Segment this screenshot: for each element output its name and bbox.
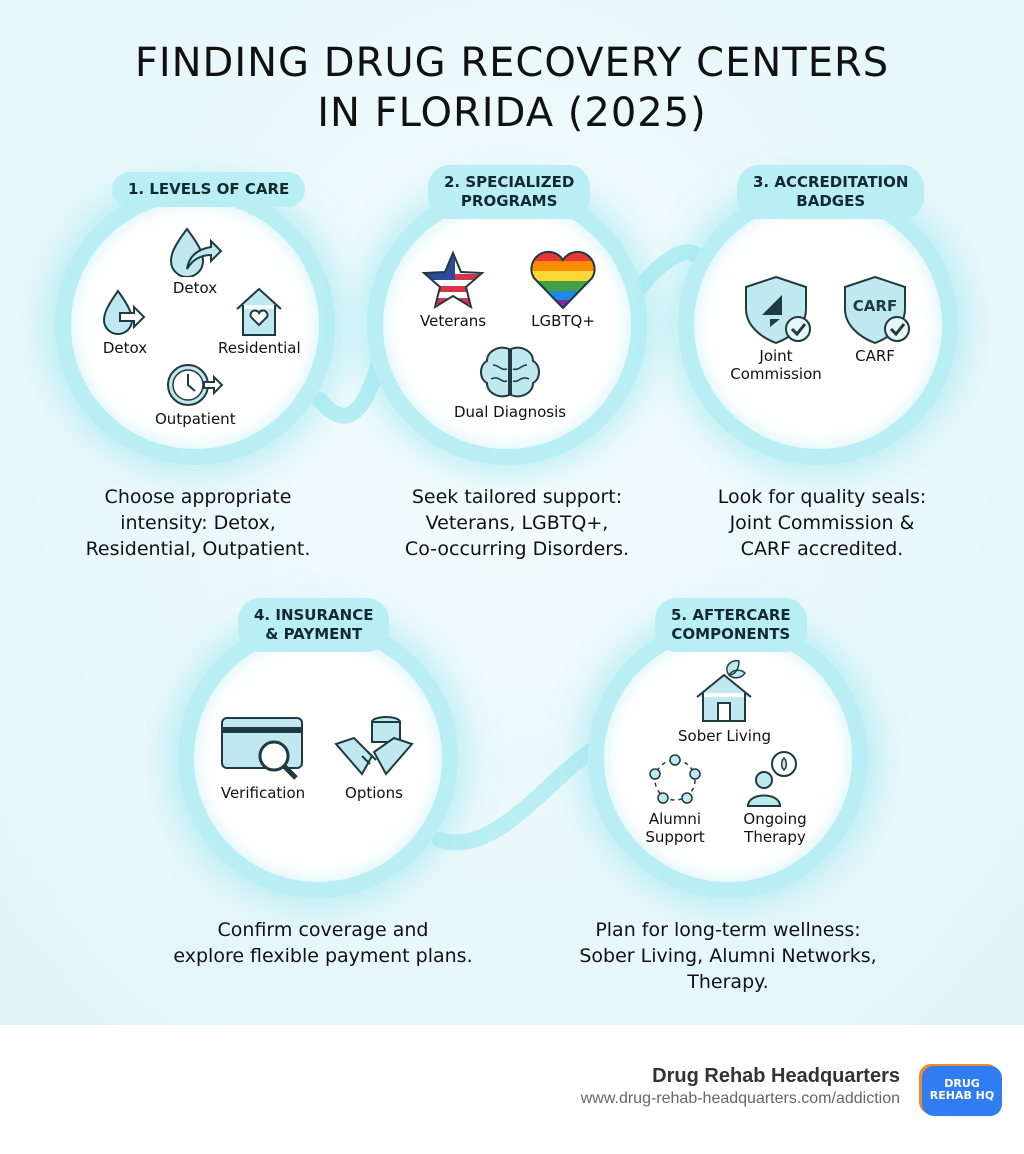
step-2-label: 2. SPECIALIZED PROGRAMS <box>428 165 590 219</box>
item-label: Ongoing Therapy <box>743 810 807 846</box>
step-2-caption: Seek tailored support: Veterans, LGBTQ+, Co-occurring Disorders. <box>404 486 630 560</box>
item-label: Dual Diagnosis <box>454 403 567 421</box>
page-title: FINDING DRUG RECOVERY CENTERS IN FLORIDA (2025) <box>134 40 890 136</box>
brand-url: www.drug-rehab-headquarters.com/addiction <box>580 1090 900 1107</box>
options-item <box>332 712 416 802</box>
item-label: CARF <box>855 347 895 365</box>
step-4-label: 4. INSURANCE & PAYMENT <box>238 598 389 652</box>
item-label: Sober Living <box>678 727 771 745</box>
dual-diagnosis-item <box>454 343 566 421</box>
drop-arrow-icon <box>100 287 150 337</box>
joint-commission-shield-icon <box>736 275 816 345</box>
people-network-icon <box>645 752 705 808</box>
item-label: Veterans <box>420 312 487 330</box>
detox-item <box>165 225 225 297</box>
ongoing-therapy-item <box>740 748 810 846</box>
person-speech-icon <box>740 748 810 808</box>
residential-item <box>218 285 301 357</box>
outpatient-item <box>155 362 236 428</box>
house-heart-icon <box>229 285 289 337</box>
drop-arrow-icon <box>165 225 225 277</box>
step-3-caption: Look for quality seals: Joint Commission & CARF accredited. <box>717 486 927 560</box>
carf-item <box>835 275 915 365</box>
item-label: LGBTQ+ <box>531 312 595 330</box>
brain-icon <box>475 343 545 401</box>
house-sprout-icon <box>689 655 759 725</box>
step-3-label: 3. ACCREDITATION BADGES <box>737 165 924 219</box>
brand-logo: DRUG REHAB HQ <box>922 1066 1002 1116</box>
rainbow-heart-icon <box>528 250 598 310</box>
alumni-support-item <box>640 752 710 846</box>
item-label: Verification <box>220 784 306 802</box>
item-label: Alumni Support <box>645 810 705 846</box>
step-5-caption: Plan for long-term wellness: Sober Living, Alumni Networks, Therapy. <box>579 919 877 993</box>
flag-star-icon <box>421 250 485 310</box>
joint-commission-item <box>726 275 826 383</box>
step-5-label: 5. AFTERCARE COMPONENTS <box>655 598 807 652</box>
item-label: Residential <box>218 339 301 357</box>
item-label: Outpatient <box>155 410 236 428</box>
step-1-label: 1. LEVELS OF CARE <box>112 172 305 207</box>
lgbtq-item <box>528 250 598 330</box>
sober-living-item <box>678 655 771 745</box>
verification-item <box>218 712 308 802</box>
clock-arrow-icon <box>164 362 226 408</box>
step-1-caption: Choose appropriate intensity: Detox, Residential, Outpatient. <box>85 486 311 560</box>
item-label: Detox <box>102 339 148 357</box>
item-label: Joint Commission <box>730 347 822 383</box>
carf-shield-icon <box>835 275 915 345</box>
brand-name: Drug Rehab Headquarters <box>652 1065 900 1087</box>
card-magnifier-icon <box>218 712 308 782</box>
step-4-caption: Confirm coverage and explore flexible payment plans. <box>173 919 473 967</box>
veterans-item <box>420 250 486 330</box>
svg-text:CARF: CARF <box>852 297 898 315</box>
step-2-circle <box>367 185 647 465</box>
item-label: Options <box>345 784 403 802</box>
item-label: Detox <box>172 279 218 297</box>
handshake-coins-icon <box>332 712 416 782</box>
detox-item <box>100 287 150 357</box>
